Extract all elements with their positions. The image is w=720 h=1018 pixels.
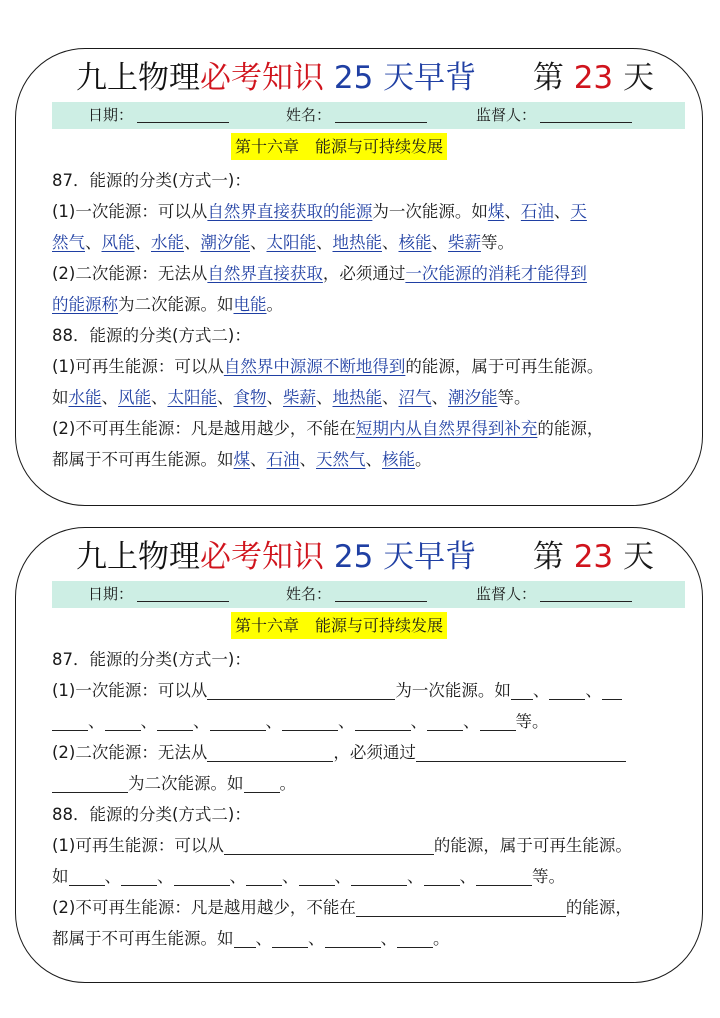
name-blank[interactable] bbox=[335, 585, 427, 602]
separator: 、 bbox=[88, 712, 105, 731]
title-prefix: 九上物理 bbox=[76, 60, 200, 96]
separator: 、 bbox=[316, 388, 333, 407]
answer-text: 潮汐能 bbox=[200, 233, 250, 252]
blank-content bbox=[52, 644, 680, 954]
supervisor-field bbox=[476, 581, 632, 608]
separator: 、 bbox=[101, 388, 118, 407]
name-blank[interactable] bbox=[335, 106, 427, 123]
fill-blank[interactable] bbox=[299, 867, 335, 886]
answer-content bbox=[52, 165, 680, 475]
answer-text: 核能 bbox=[398, 233, 432, 252]
separator: 、 bbox=[255, 929, 272, 948]
fill-blank[interactable] bbox=[282, 712, 338, 731]
text: (1)一次能源：可以从 bbox=[52, 202, 208, 221]
answer-text: 风能 bbox=[118, 388, 151, 407]
date-field bbox=[88, 102, 229, 129]
info-bar bbox=[52, 102, 685, 129]
name-label: 姓名： bbox=[286, 585, 332, 603]
separator: 、 bbox=[380, 929, 397, 948]
text: 。 bbox=[266, 295, 283, 314]
name-field bbox=[286, 102, 427, 129]
date-blank[interactable] bbox=[137, 585, 229, 602]
answer-text: 核能 bbox=[382, 450, 415, 469]
fill-blank[interactable] bbox=[476, 867, 532, 886]
answer-text: 沼气 bbox=[398, 388, 432, 407]
text: 都属于不可再生能源。如 bbox=[52, 450, 234, 469]
fill-blank[interactable] bbox=[69, 867, 105, 886]
text: 等。 bbox=[515, 712, 549, 731]
text-line bbox=[52, 923, 680, 954]
fill-blank[interactable] bbox=[224, 836, 434, 855]
answer-text: 天 bbox=[570, 202, 587, 221]
text: 的能源， bbox=[537, 419, 604, 438]
text: (2)二次能源：无法从 bbox=[52, 743, 208, 762]
separator: 、 bbox=[157, 867, 174, 886]
text-line bbox=[52, 861, 680, 892]
answer-text: 然气 bbox=[52, 233, 85, 252]
text: ，必须通过 bbox=[333, 743, 416, 762]
separator: 、 bbox=[431, 388, 448, 407]
text: 。 bbox=[279, 774, 296, 793]
fill-blank[interactable] bbox=[52, 712, 88, 731]
text: (1)可再生能源：可以从 bbox=[52, 836, 224, 855]
fill-blank[interactable] bbox=[207, 743, 333, 762]
fill-blank[interactable] bbox=[210, 712, 266, 731]
page-title bbox=[76, 55, 654, 101]
fill-blank[interactable] bbox=[397, 929, 433, 948]
answer-text: 水能 bbox=[151, 233, 184, 252]
text-line bbox=[52, 737, 680, 768]
chapter-heading: 第十六章 能源与可持续发展 bbox=[231, 133, 447, 160]
text: 都属于不可再生能源。如 bbox=[52, 929, 234, 948]
text-line bbox=[52, 675, 680, 706]
separator: 、 bbox=[334, 867, 351, 886]
separator: 、 bbox=[266, 388, 283, 407]
text-line bbox=[52, 830, 680, 861]
answer-text: 太阳能 bbox=[266, 233, 316, 252]
separator: 、 bbox=[229, 867, 246, 886]
separator: 、 bbox=[104, 867, 121, 886]
fill-blank[interactable] bbox=[351, 867, 407, 886]
separator: 、 bbox=[410, 712, 427, 731]
separator: 、 bbox=[151, 388, 168, 407]
supervisor-label: 监督人： bbox=[476, 106, 537, 124]
text-line bbox=[52, 196, 680, 227]
title-highlight: 必考知识 bbox=[200, 60, 324, 96]
chapter-heading: 第十六章 能源与可持续发展 bbox=[231, 612, 447, 639]
fill-blank[interactable] bbox=[52, 774, 128, 793]
day-number: 23 bbox=[573, 60, 614, 96]
separator: 、 bbox=[382, 388, 399, 407]
fill-blank[interactable] bbox=[234, 929, 256, 948]
text-line bbox=[52, 413, 680, 444]
fill-blank[interactable] bbox=[246, 867, 282, 886]
separator: 、 bbox=[407, 867, 424, 886]
separator: 、 bbox=[338, 712, 355, 731]
fill-blank[interactable] bbox=[424, 867, 460, 886]
day-pre: 第 bbox=[532, 539, 574, 575]
title-suffix: 25 天早背 bbox=[333, 60, 477, 96]
separator: 、 bbox=[265, 712, 282, 731]
heading-88: 88．能源的分类(方式二)： bbox=[52, 805, 251, 824]
separator: 、 bbox=[193, 712, 210, 731]
day-post: 天 bbox=[613, 539, 654, 575]
text-line bbox=[52, 768, 680, 799]
text: (1)一次能源：可以从 bbox=[52, 681, 208, 700]
separator: 、 bbox=[250, 233, 267, 252]
answer-text: 柴薪 bbox=[283, 388, 316, 407]
answer-text: 煤 bbox=[233, 450, 250, 469]
fill-blank[interactable] bbox=[157, 712, 193, 731]
text-line bbox=[52, 351, 680, 382]
separator: 、 bbox=[250, 450, 267, 469]
text: 等。 bbox=[532, 867, 565, 886]
separator: 、 bbox=[553, 202, 571, 221]
fill-blank[interactable] bbox=[121, 867, 157, 886]
fill-blank[interactable] bbox=[549, 681, 585, 700]
title-suffix: 25 天早背 bbox=[333, 539, 477, 575]
answer-text: 天然气 bbox=[316, 450, 366, 469]
text-line bbox=[52, 892, 680, 923]
text-line bbox=[52, 382, 680, 413]
date-label: 日期： bbox=[88, 585, 134, 603]
fill-blank[interactable] bbox=[480, 712, 516, 731]
text: 为二次能源。如 bbox=[118, 295, 234, 314]
answer-text: 煤 bbox=[487, 202, 505, 221]
answer-text: 一次能源的消耗才能得到 bbox=[405, 264, 587, 283]
text: ，必须通过 bbox=[322, 264, 406, 283]
separator: 、 bbox=[504, 202, 521, 221]
separator: 、 bbox=[532, 681, 550, 700]
answer-text: 自然界中源源不断地得到 bbox=[223, 357, 406, 376]
fill-blank[interactable] bbox=[105, 712, 141, 731]
day-post: 天 bbox=[613, 60, 654, 96]
day-pre: 第 bbox=[532, 60, 574, 96]
answer-text: 风能 bbox=[101, 233, 135, 252]
answer-text: 柴薪 bbox=[448, 233, 481, 252]
heading-87: 87．能源的分类(方式一)： bbox=[52, 171, 251, 190]
fill-blank[interactable] bbox=[602, 681, 622, 700]
day-number: 23 bbox=[573, 539, 614, 575]
answer-text: 电能 bbox=[233, 295, 267, 314]
answer-text: 的能源称 bbox=[52, 295, 118, 314]
date-blank[interactable] bbox=[137, 106, 229, 123]
separator: 、 bbox=[463, 712, 480, 731]
separator: 、 bbox=[282, 867, 299, 886]
separator: 、 bbox=[85, 233, 102, 252]
text-line bbox=[52, 258, 680, 289]
info-bar bbox=[52, 581, 685, 608]
text: 。 bbox=[433, 929, 450, 948]
supervisor-blank[interactable] bbox=[540, 106, 632, 123]
heading-88: 88．能源的分类(方式二)： bbox=[52, 326, 251, 345]
text: 等。 bbox=[497, 388, 531, 407]
separator: 、 bbox=[585, 681, 602, 700]
answer-text: 潮汐能 bbox=[448, 388, 498, 407]
separator: 、 bbox=[217, 388, 234, 407]
text: 的能源，属于可再生能源。 bbox=[433, 836, 632, 855]
text: 的能源， bbox=[565, 898, 632, 917]
text: 为二次能源。如 bbox=[128, 774, 244, 793]
day-label bbox=[533, 534, 654, 580]
separator: 、 bbox=[308, 929, 325, 948]
fill-blank[interactable] bbox=[207, 681, 395, 700]
separator: 、 bbox=[365, 450, 382, 469]
supervisor-field bbox=[476, 102, 632, 129]
text: (2)不可再生能源：凡是越用越少，不能在 bbox=[52, 898, 356, 917]
fill-blank[interactable] bbox=[356, 898, 566, 917]
fill-blank[interactable] bbox=[244, 774, 280, 793]
fill-blank[interactable] bbox=[272, 929, 308, 948]
answer-text: 石油 bbox=[266, 450, 300, 469]
date-label: 日期： bbox=[88, 106, 134, 124]
answer-text: 石油 bbox=[520, 202, 554, 221]
separator: 、 bbox=[382, 233, 399, 252]
text-line bbox=[52, 706, 680, 737]
heading-87: 87．能源的分类(方式一)： bbox=[52, 650, 251, 669]
fill-blank[interactable] bbox=[174, 867, 230, 886]
separator: 、 bbox=[140, 712, 157, 731]
text: 等。 bbox=[481, 233, 514, 252]
text: 的能源，属于可再生能源。 bbox=[405, 357, 604, 376]
text-line bbox=[52, 227, 680, 258]
name-label: 姓名： bbox=[286, 106, 332, 124]
fill-blank[interactable] bbox=[511, 681, 533, 700]
page-title bbox=[76, 534, 654, 580]
text: (2)不可再生能源：凡是越用越少，不能在 bbox=[52, 419, 356, 438]
title-highlight: 必考知识 bbox=[200, 539, 324, 575]
separator: 、 bbox=[459, 867, 476, 886]
fill-blank[interactable] bbox=[325, 929, 381, 948]
answer-card bbox=[15, 48, 703, 506]
separator: 、 bbox=[316, 233, 333, 252]
supervisor-label: 监督人： bbox=[476, 585, 537, 603]
text: 。 bbox=[415, 450, 432, 469]
fill-blank[interactable] bbox=[427, 712, 463, 731]
answer-text: 食物 bbox=[233, 388, 267, 407]
separator: 、 bbox=[431, 233, 448, 252]
fill-blank[interactable] bbox=[416, 743, 626, 762]
text: (2)二次能源：无法从 bbox=[52, 264, 208, 283]
day-label bbox=[533, 55, 654, 101]
date-field bbox=[88, 581, 229, 608]
answer-text: 水能 bbox=[68, 388, 102, 407]
answer-text: 自然界直接获取的能源 bbox=[207, 202, 373, 221]
answer-text: 短期内从自然界得到补充 bbox=[355, 419, 538, 438]
separator: 、 bbox=[299, 450, 316, 469]
separator: 、 bbox=[184, 233, 201, 252]
title-prefix: 九上物理 bbox=[76, 539, 200, 575]
text: 如 bbox=[52, 867, 69, 886]
text: 为一次能源。如 bbox=[395, 681, 511, 700]
text-line bbox=[52, 289, 680, 320]
answer-text: 地热能 bbox=[332, 388, 382, 407]
text-line bbox=[52, 444, 680, 475]
supervisor-blank[interactable] bbox=[540, 585, 632, 602]
answer-text: 自然界直接获取 bbox=[207, 264, 323, 283]
text: (1)可再生能源：可以从 bbox=[52, 357, 224, 376]
separator: 、 bbox=[134, 233, 151, 252]
answer-text: 地热能 bbox=[332, 233, 382, 252]
text: 如 bbox=[52, 388, 69, 407]
fill-blank[interactable] bbox=[355, 712, 411, 731]
text: 为一次能源。如 bbox=[372, 202, 488, 221]
answer-text: 太阳能 bbox=[167, 388, 217, 407]
blank-card bbox=[15, 527, 703, 983]
name-field bbox=[286, 581, 427, 608]
